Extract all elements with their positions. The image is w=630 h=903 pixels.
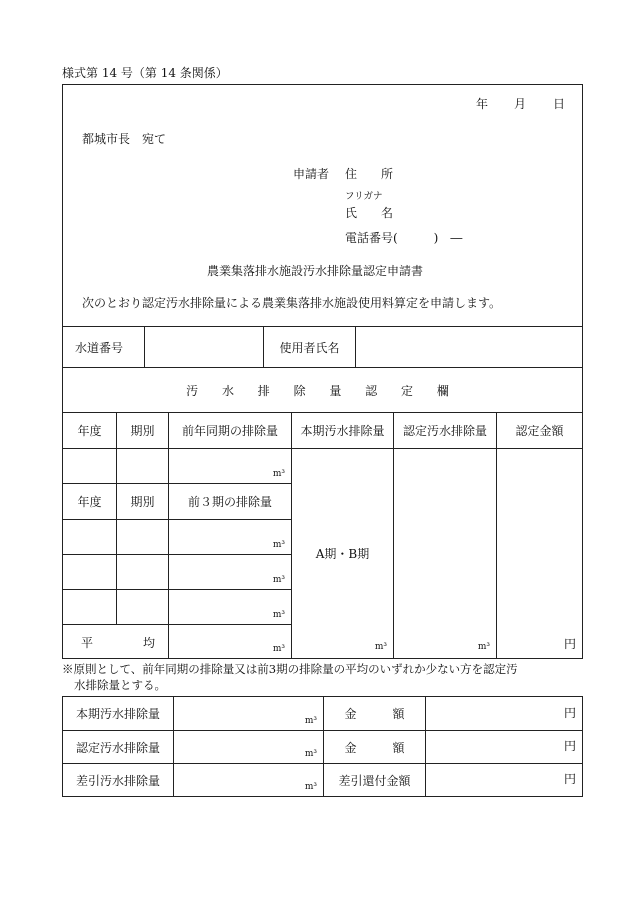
section-title: 汚 水 排 除 量 認 定 欄	[62, 367, 583, 413]
summary-diff-value[interactable]: m³	[173, 763, 324, 797]
row3-period[interactable]	[116, 554, 169, 590]
summary-current-value[interactable]: m³	[173, 696, 324, 731]
phone-label: 電話番号( ) ―	[345, 231, 463, 245]
furigana-label: フリガナ	[345, 191, 383, 202]
header-amount: 認定金額	[496, 412, 583, 449]
date-month: 月	[514, 97, 527, 111]
summary-amount-value-2[interactable]: 円	[425, 730, 583, 764]
note-line-2: 水排除量とする。	[74, 678, 166, 692]
user-name-field[interactable]	[355, 326, 583, 368]
header-year: 年度	[62, 412, 117, 449]
summary-certified-value[interactable]: m³	[173, 730, 324, 764]
row1-year[interactable]	[62, 448, 117, 484]
header-box	[62, 84, 583, 327]
user-name-label: 使用者氏名	[263, 326, 356, 368]
average-volume[interactable]: m³	[168, 624, 292, 659]
summary-amount-label-2: 金 額	[323, 730, 426, 764]
sub-header-year: 年度	[62, 483, 117, 520]
header-current: 本期汚水排除量	[291, 412, 394, 449]
name-label: 氏 名	[345, 206, 394, 220]
summary-refund-label: 差引還付金額	[323, 763, 426, 797]
row4-year[interactable]	[62, 589, 117, 625]
water-number-field[interactable]	[144, 326, 264, 368]
form-number: 様式第 14 号（第 14 条関係）	[62, 66, 228, 80]
addressee: 都城市長 宛て	[82, 132, 167, 146]
form-title: 農業集落排水施設汚水排除量認定申請書	[207, 264, 424, 278]
summary-current-label: 本期汚水排除量	[62, 696, 174, 731]
header-period: 期別	[116, 412, 169, 449]
sub-header-period: 期別	[116, 483, 169, 520]
certified-volume-cell[interactable]: m³	[393, 448, 497, 659]
row4-volume[interactable]: m³	[168, 589, 292, 625]
summary-amount-label-1: 金 額	[323, 696, 426, 731]
certified-amount-cell[interactable]: 円	[496, 448, 583, 659]
date-day: 日	[553, 97, 566, 111]
row3-volume[interactable]: m³	[168, 554, 292, 590]
row3-year[interactable]	[62, 554, 117, 590]
sub-header-prev3: 前３期の排除量	[168, 483, 292, 520]
note-line-1: ※原則として、前年同期の排除量又は前3期の排除量の平均のいずれか少ない方を認定汚	[62, 662, 518, 676]
summary-diff-label: 差引汚水排除量	[62, 763, 174, 797]
period-label: A期・B期	[315, 547, 370, 561]
row2-period[interactable]	[116, 519, 169, 555]
row2-volume[interactable]: m³	[168, 519, 292, 555]
summary-refund-value[interactable]: 円	[425, 763, 583, 797]
current-volume-cell[interactable]: A期・B期 m³	[291, 448, 394, 659]
header-certified: 認定汚水排除量	[393, 412, 497, 449]
summary-amount-value-1[interactable]: 円	[425, 696, 583, 731]
statement: 次のとおり認定汚水排除量による農業集落排水施設使用料算定を申請します。	[82, 296, 502, 310]
header-prev-same: 前年同期の排除量	[168, 412, 292, 449]
water-number-label: 水道番号	[62, 326, 145, 368]
date-year: 年	[476, 97, 489, 111]
average-label: 平 均	[62, 624, 169, 659]
row1-volume[interactable]: m³	[168, 448, 292, 484]
summary-certified-label: 認定汚水排除量	[62, 730, 174, 764]
applicant-label: 申請者	[293, 167, 330, 181]
address-label: 住 所	[345, 167, 394, 181]
row4-period[interactable]	[116, 589, 169, 625]
row1-period[interactable]	[116, 448, 169, 484]
row2-year[interactable]	[62, 519, 117, 555]
